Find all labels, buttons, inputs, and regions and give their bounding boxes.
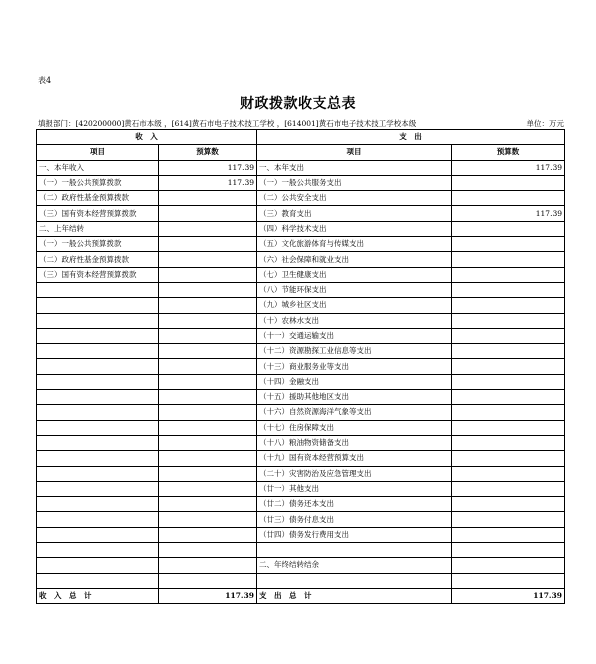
- totals-row: [37, 588, 565, 603]
- table-row: [37, 390, 565, 405]
- income-item-header: 项目: [37, 145, 159, 160]
- income-value-cell: [159, 221, 257, 236]
- expense-item-cell: （七）卫生健康支出: [257, 267, 452, 282]
- income-item-cell: [37, 359, 159, 374]
- expense-item-cell: （二）公共安全支出: [257, 191, 452, 206]
- income-value-cell: [159, 466, 257, 481]
- expense-value-cell: [452, 573, 565, 588]
- income-item-cell: [37, 405, 159, 420]
- expense-value-cell: [452, 328, 565, 343]
- income-item-cell: [37, 344, 159, 359]
- expense-item-cell: （十五）援助其他地区支出: [257, 390, 452, 405]
- section-header-row: [37, 130, 565, 145]
- table-row: [37, 435, 565, 450]
- expense-item-cell: （十四）金融支出: [257, 374, 452, 389]
- table-row: [37, 282, 565, 297]
- expense-value-cell: [452, 191, 565, 206]
- income-value-cell: [159, 512, 257, 527]
- table-row: [37, 558, 565, 573]
- expense-value-cell: [452, 512, 565, 527]
- table-row: [37, 405, 565, 420]
- table-row: [37, 221, 565, 236]
- expense-value-cell: [452, 558, 565, 573]
- expense-item-cell: 二、年终结转结余: [257, 558, 452, 573]
- expense-value-cell: [452, 237, 565, 252]
- income-value-cell: [159, 206, 257, 221]
- expense-value-cell: 117.39: [452, 160, 565, 175]
- expense-value-cell: [452, 527, 565, 542]
- income-value-cell: [159, 237, 257, 252]
- income-item-cell: [37, 573, 159, 588]
- income-item-cell: [37, 298, 159, 313]
- income-value-cell: [159, 282, 257, 297]
- income-value-cell: 117.39: [159, 175, 257, 190]
- column-header-row: [37, 145, 565, 160]
- expense-item-cell: （廿二）债务还本支出: [257, 497, 452, 512]
- table-row: [37, 298, 565, 313]
- table-row: [37, 359, 565, 374]
- expense-value-cell: [452, 466, 565, 481]
- table-row: [37, 191, 565, 206]
- expense-value-cell: [452, 282, 565, 297]
- page-title: 财政拨款收支总表: [240, 96, 356, 112]
- expense-item-cell: （一）一般公共服务支出: [257, 175, 452, 190]
- expense-item-cell: （十二）资源勘探工业信息等支出: [257, 344, 452, 359]
- expense-item-cell: （三）教育支出: [257, 206, 452, 221]
- expense-section-header: 支 出: [257, 130, 565, 145]
- expense-value-cell: [452, 405, 565, 420]
- expense-item-cell: （六）社会保障和就业支出: [257, 252, 452, 267]
- income-item-cell: [37, 328, 159, 343]
- income-value-cell: [159, 359, 257, 374]
- table-row: [37, 374, 565, 389]
- expense-value-cell: [452, 359, 565, 374]
- income-item-cell: [37, 374, 159, 389]
- income-item-cell: （二）政府性基金预算拨款: [37, 252, 159, 267]
- expense-total-value: 117.39: [452, 588, 565, 603]
- table-row: [37, 420, 565, 435]
- income-value-cell: [159, 328, 257, 343]
- expense-item-cell: （十九）国有资本经营预算支出: [257, 451, 452, 466]
- expense-item-cell: （廿三）债务付息支出: [257, 512, 452, 527]
- income-item-cell: [37, 313, 159, 328]
- expense-value-cell: [452, 344, 565, 359]
- expense-value-cell: [452, 267, 565, 282]
- expense-value-cell: [452, 543, 565, 558]
- income-value-cell: [159, 298, 257, 313]
- income-item-cell: （三）国有资本经营预算拨款: [37, 206, 159, 221]
- unit-label: 单位：万元: [526, 119, 564, 128]
- expense-item-cell: [257, 543, 452, 558]
- expense-item-cell: （九）城乡社区支出: [257, 298, 452, 313]
- table-row: [37, 497, 565, 512]
- expense-item-cell: （四）科学技术支出: [257, 221, 452, 236]
- table-row: [37, 466, 565, 481]
- table-row: [37, 573, 565, 588]
- table-row: [37, 206, 565, 221]
- income-value-cell: [159, 543, 257, 558]
- income-value-cell: [159, 527, 257, 542]
- income-value-cell: [159, 435, 257, 450]
- expense-item-cell: [257, 573, 452, 588]
- income-item-cell: （三）国有资本经营预算拨款: [37, 267, 159, 282]
- table-row: [37, 267, 565, 282]
- expense-item-cell: （十七）住房保障支出: [257, 420, 452, 435]
- expense-budget-header: 预算数: [452, 145, 565, 160]
- income-value-cell: [159, 573, 257, 588]
- expense-value-cell: [452, 420, 565, 435]
- income-item-cell: （二）政府性基金预算拨款: [37, 191, 159, 206]
- expense-item-header: 项目: [257, 145, 452, 160]
- expense-value-cell: [452, 313, 565, 328]
- table-row: [37, 313, 565, 328]
- income-item-cell: [37, 420, 159, 435]
- income-item-cell: [37, 481, 159, 496]
- table-row: [37, 252, 565, 267]
- table-row: [37, 328, 565, 343]
- expense-item-cell: （廿四）债务发行费用支出: [257, 527, 452, 542]
- expense-item-cell: （十）农林水支出: [257, 313, 452, 328]
- expense-value-cell: [452, 221, 565, 236]
- income-value-cell: [159, 558, 257, 573]
- expense-value-cell: [452, 435, 565, 450]
- income-item-cell: [37, 466, 159, 481]
- income-total-value: 117.39: [159, 588, 257, 603]
- table-row: [37, 543, 565, 558]
- expense-value-cell: [452, 497, 565, 512]
- table-row: [37, 527, 565, 542]
- income-value-cell: [159, 497, 257, 512]
- table-row: [37, 451, 565, 466]
- expense-value-cell: [452, 374, 565, 389]
- income-item-cell: （一）一般公共预算拨款: [37, 237, 159, 252]
- income-total-label: 收 入 总 计: [37, 588, 159, 603]
- income-value-cell: [159, 390, 257, 405]
- income-value-cell: [159, 374, 257, 389]
- report-info-line: [38, 118, 564, 129]
- income-budget-header: 预算数: [159, 145, 257, 160]
- income-item-cell: [37, 527, 159, 542]
- income-item-cell: 一、本年收入: [37, 160, 159, 175]
- expense-item-cell: 一、本年支出: [257, 160, 452, 175]
- table-row: [37, 344, 565, 359]
- income-item-cell: [37, 558, 159, 573]
- income-value-cell: [159, 451, 257, 466]
- budget-summary-table: [36, 129, 565, 604]
- expense-item-cell: （廿一）其他支出: [257, 481, 452, 496]
- income-value-cell: [159, 267, 257, 282]
- income-value-cell: [159, 344, 257, 359]
- expense-item-cell: （十三）商业服务业等支出: [257, 359, 452, 374]
- income-item-cell: [37, 390, 159, 405]
- expense-item-cell: （十六）自然资源海洋气象等支出: [257, 405, 452, 420]
- table-row: [37, 175, 565, 190]
- expense-item-cell: （二十）灾害防治及应急管理支出: [257, 466, 452, 481]
- income-item-cell: [37, 512, 159, 527]
- expense-item-cell: （十一）交通运输支出: [257, 328, 452, 343]
- income-item-cell: [37, 497, 159, 512]
- expense-value-cell: [452, 390, 565, 405]
- expense-value-cell: [452, 175, 565, 190]
- income-section-header: 收 入: [37, 130, 257, 145]
- income-item-cell: [37, 282, 159, 297]
- table-row: [37, 237, 565, 252]
- income-item-cell: [37, 451, 159, 466]
- filler-department: 填报部门：[420200000]黄石市本级 ，[614]黄石市电子技术技工学校 ，[614001]黄石市电子技术技工学校本级: [38, 119, 417, 128]
- expense-item-cell: （八）节能环保支出: [257, 282, 452, 297]
- income-item-cell: 二、上年结转: [37, 221, 159, 236]
- income-item-cell: [37, 543, 159, 558]
- income-value-cell: [159, 252, 257, 267]
- income-value-cell: 117.39: [159, 160, 257, 175]
- income-value-cell: [159, 405, 257, 420]
- income-item-cell: [37, 435, 159, 450]
- expense-value-cell: 117.39: [452, 206, 565, 221]
- income-value-cell: [159, 191, 257, 206]
- expense-value-cell: [452, 481, 565, 496]
- expense-item-cell: （十八）粮油物资储备支出: [257, 435, 452, 450]
- income-value-cell: [159, 481, 257, 496]
- table-row: [37, 512, 565, 527]
- expense-total-label: 支 出 总 计: [257, 588, 452, 603]
- expense-value-cell: [452, 298, 565, 313]
- table-row: [37, 481, 565, 496]
- income-value-cell: [159, 420, 257, 435]
- table-number: 表4: [38, 76, 52, 85]
- expense-value-cell: [452, 451, 565, 466]
- income-value-cell: [159, 313, 257, 328]
- income-item-cell: （一）一般公共预算拨款: [37, 175, 159, 190]
- expense-item-cell: （五）文化旅游体育与传媒支出: [257, 237, 452, 252]
- table-row: [37, 160, 565, 175]
- expense-value-cell: [452, 252, 565, 267]
